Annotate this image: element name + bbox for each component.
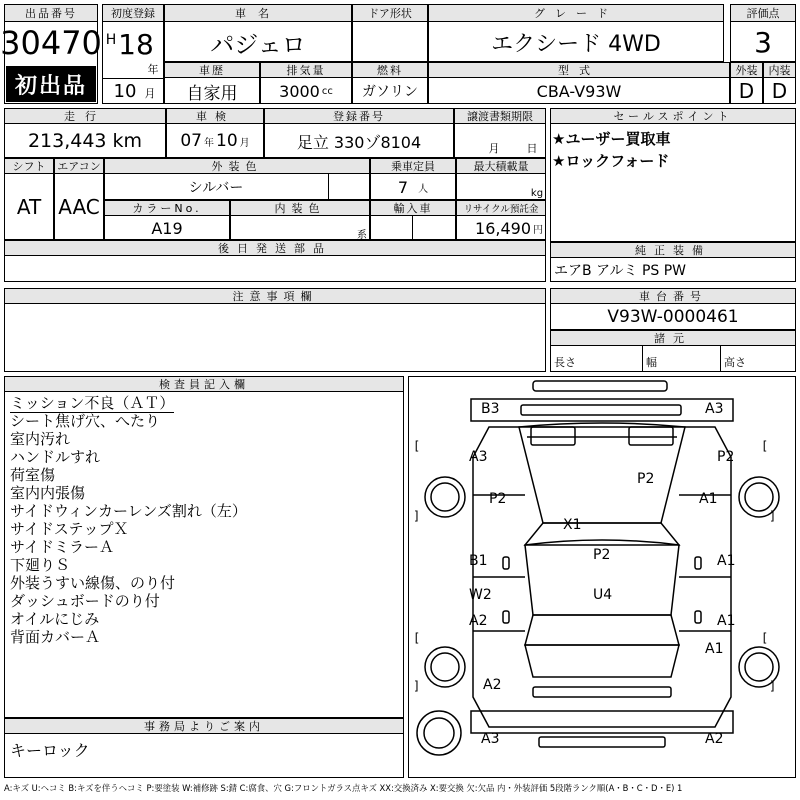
damage-mark: A3 [705, 401, 724, 417]
transfer-label: 譲渡書類期限 [454, 108, 546, 124]
inspection-month-unit: 月 [239, 137, 250, 149]
bracket: ] [413, 679, 421, 693]
grade-label: グレード [428, 4, 724, 22]
sales-point-label: セールスポイント [550, 108, 796, 124]
damage-mark: A2 [483, 677, 502, 693]
inspection-label: 車検 [166, 108, 264, 124]
color-no-label: カラーNo. [104, 200, 230, 216]
divider [642, 346, 643, 372]
inspector-label: 検査員記入欄 [4, 376, 404, 392]
displacement-value [260, 78, 352, 104]
car-diagram [408, 376, 796, 778]
reg-no-value: 足立 330ゾ8104 [296, 132, 422, 152]
office-value: キーロック [10, 741, 90, 760]
inspector-item: 室内汚れ [10, 430, 71, 448]
sales-point-item: ★ロックフォード [552, 152, 670, 170]
first-reg-year: 18 [118, 27, 154, 61]
damage-mark: A3 [469, 449, 488, 465]
ac-value: AAC [58, 195, 100, 219]
capacity-number: 7 [397, 177, 409, 197]
first-listing-badge: 初出品 [6, 66, 96, 102]
capacity-value [370, 174, 456, 200]
inspector-item: 荷室傷 [10, 466, 56, 484]
color-no-value: A19 [151, 218, 183, 238]
bracket: [ [413, 631, 421, 645]
inspection-year: 07 [180, 131, 202, 151]
divider [328, 174, 329, 200]
capacity-unit: 人 [418, 183, 429, 195]
reg-no-label: 登録番号 [264, 108, 454, 124]
damage-mark: A2 [469, 613, 488, 629]
car-name-label: 車名 [164, 4, 352, 22]
damage-mark: P2 [637, 471, 655, 487]
bracket: ] [769, 679, 777, 693]
exterior-grade: D [738, 79, 755, 103]
recycle-amount: 16,490 [475, 218, 531, 238]
chassis-label: 車台番号 [550, 288, 796, 304]
first-reg-year-unit: 年 [147, 63, 159, 76]
chassis-value: V93W-0000461 [607, 307, 739, 327]
lot-number: 30470 [0, 24, 102, 62]
damage-mark: P2 [593, 547, 611, 563]
inspector-item: サイドウィンカーレンズ割れ（左） [10, 502, 247, 520]
damage-mark: A1 [705, 641, 724, 657]
int-color-unit: 系 [357, 229, 367, 241]
mileage-label: 走行 [4, 108, 166, 124]
transfer-month: 月 [488, 142, 500, 155]
dims-length: 長さ [554, 356, 576, 369]
dims-label: 諸元 [550, 330, 796, 346]
damage-mark: X1 [563, 517, 582, 533]
max-load-unit: kg [530, 187, 544, 199]
damage-mark: U4 [593, 587, 613, 603]
bracket: ] [769, 509, 777, 523]
max-load-label: 最大積載量 [456, 158, 546, 174]
model-value: CBA-V93W [536, 81, 622, 101]
damage-mark: B1 [469, 553, 488, 569]
inspector-item: オイルにじみ [10, 610, 100, 628]
damage-mark: W2 [469, 587, 492, 603]
bracket: [ [761, 439, 769, 453]
later-parts-value [4, 256, 546, 282]
shift-value: AT [16, 195, 42, 219]
grade-value: エクシード 4WD [491, 31, 661, 57]
inspector-item: 背面カバーＡ [10, 628, 101, 646]
later-parts-label: 後日発送部品 [4, 240, 546, 256]
divider [102, 78, 164, 79]
import-value [370, 216, 456, 240]
bracket: [ [761, 631, 769, 645]
transfer-day: 日 [526, 142, 538, 155]
displacement-number: 3000 [279, 81, 320, 101]
inspector-item: ハンドルすれ [10, 448, 101, 466]
office-label: 事務局よりご案内 [4, 718, 404, 734]
recycle-unit: 円 [533, 224, 543, 236]
import-label: 輸入車 [370, 200, 456, 216]
recycle-value [456, 216, 546, 240]
bracket: [ [413, 439, 421, 453]
damage-mark: A1 [717, 613, 736, 629]
inspection-value [166, 124, 264, 158]
legend: A:キズ U:ヘコミ B:キズを伴うヘコミ P:要塗装 W:補修跡 S:錆 C:腐食、穴 G:フロントガラス点キズ XX:交換済み X:要交換 欠:欠品 内・外装評価 5段階ランク順(A・B・C・D・E) 1 [4, 783, 683, 793]
bracket: ] [413, 509, 421, 523]
int-color-label: 内装色 [230, 200, 370, 216]
displacement-label: 排気量 [260, 62, 352, 78]
first-reg-era: H [105, 32, 117, 48]
fuel-label: 燃料 [352, 62, 428, 78]
exterior-label: 外装 [730, 62, 763, 78]
displacement-unit: cc [321, 85, 333, 97]
score-label: 評価点 [730, 4, 796, 22]
dims-height: 高さ [724, 356, 746, 369]
capacity-label: 乗車定員 [370, 158, 456, 174]
inspector-item: 室内内張傷 [10, 484, 86, 502]
damage-mark: P2 [489, 491, 507, 507]
ext-color-value: シルバー [188, 180, 244, 196]
ext-color-label: 外装色 [104, 158, 370, 174]
first-reg-month-unit: 月 [144, 87, 156, 100]
shift-label: シフト [4, 158, 54, 174]
interior-grade: D [771, 79, 788, 103]
door-label: ドア形状 [352, 4, 428, 22]
inspection-month: 10 [216, 131, 238, 151]
damage-mark: A2 [705, 731, 724, 747]
int-color-value [230, 216, 350, 240]
history-value: 自家用 [186, 83, 238, 104]
sales-point-item: ★ユーザー買取車 [552, 130, 671, 148]
model-label: 型式 [428, 62, 730, 78]
inspector-item: シート焦げ穴、へたり [10, 412, 161, 430]
mileage-value [4, 124, 166, 158]
ac-label: エアコン [54, 158, 104, 174]
equipment-label: 純正装備 [550, 242, 796, 258]
damage-mark: P2 [717, 449, 735, 465]
max-load-value [456, 174, 526, 200]
damage-mark: B3 [481, 401, 500, 417]
score-value: 3 [754, 25, 772, 59]
interior-label: 内装 [763, 62, 796, 78]
equipment-value: エアB アルミ PS PW [554, 263, 687, 279]
inspector-item: 外装うすい線傷、のり付 [10, 574, 176, 592]
first-reg-label: 初度登録 [102, 4, 164, 22]
car-outline [409, 377, 795, 777]
notes-label: 注意事項欄 [4, 288, 546, 304]
recycle-label: リサイクル預託金 [456, 200, 546, 216]
divider [720, 346, 721, 372]
inspector-item: 下廻りＳ [10, 556, 71, 574]
lot-label: 出品番号 [4, 4, 98, 22]
mileage-unit: km [112, 130, 143, 152]
inspector-item: ダッシュボードのり付 [10, 592, 160, 610]
inspector-item: サイドステップＸ [10, 520, 129, 538]
inspector-item: サイドミラーＡ [10, 538, 114, 556]
damage-mark: A1 [717, 553, 736, 569]
inspector-item: ミッション不良（ＡＴ） [10, 394, 175, 412]
door-value [352, 22, 428, 62]
mileage-number: 213,443 [27, 130, 107, 152]
inspection-year-unit: 年 [204, 137, 214, 149]
car-name: パジェロ [210, 30, 306, 59]
damage-mark: A1 [699, 491, 718, 507]
first-reg-month: 10 [113, 80, 137, 102]
history-label: 車歴 [164, 62, 260, 78]
fuel-value: ガソリン [362, 84, 418, 100]
dims-width: 幅 [646, 356, 657, 369]
damage-mark: A3 [481, 731, 500, 747]
